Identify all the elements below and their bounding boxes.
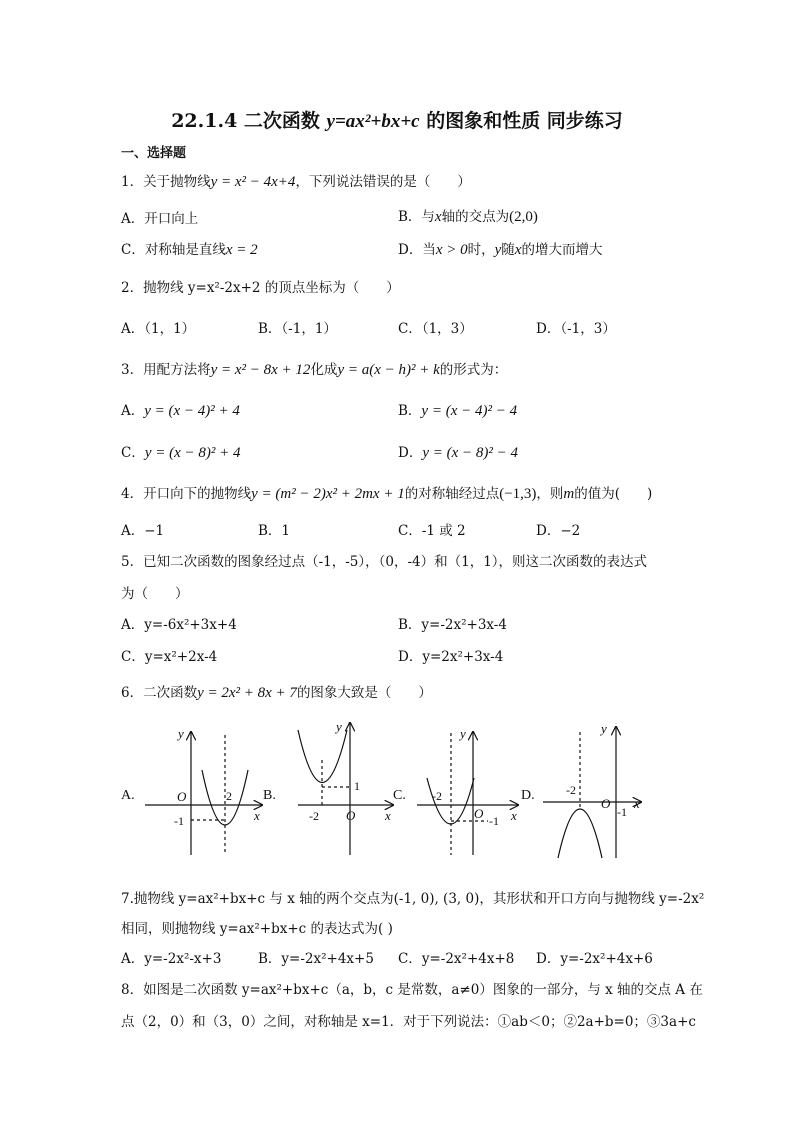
q4-stem-c: ，则: [536, 486, 564, 502]
graph-b-tick-2: -2: [309, 809, 319, 823]
graph-c-tick-2: -1: [489, 814, 499, 828]
graph-b-y-label: y: [336, 719, 342, 734]
graph-b-origin: O: [346, 808, 356, 823]
graph-d-tick-2: -1: [617, 805, 627, 819]
graph-d-parabola: [558, 809, 602, 858]
q3-a-label: A．: [121, 403, 145, 419]
q3-formula-1: y = x² − 8x + 12: [210, 362, 311, 378]
graph-d[interactable]: [543, 727, 641, 858]
q4-formula: y = (m² − 2)x² + 2mx + 1: [251, 486, 405, 502]
q3-stem-a: 3．用配方法将: [121, 362, 211, 378]
q7-option-b[interactable]: B．y=-2x²+4x+5: [258, 951, 374, 967]
graph-d-origin: O: [601, 796, 611, 811]
q4-stem-b: 的对称轴经过点: [404, 486, 500, 502]
q1-d-y: y: [494, 242, 502, 258]
q3-stem-b: 化成: [310, 362, 338, 378]
q1-b-text-a: B．与: [398, 209, 435, 225]
graph-b[interactable]: [298, 723, 393, 855]
q2-option-d[interactable]: D．（-1，3）: [536, 321, 616, 337]
q3-b-label: B．: [398, 403, 422, 419]
q6-stem-a: 6．二次函数: [121, 685, 198, 701]
q2-option-b[interactable]: B．（-1，1）: [258, 321, 337, 337]
question-5-line-2: 为（ ）: [121, 586, 189, 602]
q1-stem-b: ，下列说法错误的是（ ）: [295, 174, 471, 190]
q5-option-b[interactable]: B．y=-2x²+3x-4: [398, 617, 507, 633]
graph-a[interactable]: [145, 732, 262, 855]
q3-c-label: C．: [121, 445, 145, 461]
q4-point: (−1,3): [499, 486, 537, 502]
q4-stem-a: 4．开口向下的抛物线: [121, 486, 252, 502]
graph-d-tick-1: -2: [566, 783, 576, 797]
graph-c-x-label: x: [511, 808, 517, 823]
q1-c-text: C．对称轴是直线: [121, 242, 226, 258]
q6-label-b[interactable]: B.: [263, 788, 276, 803]
q1-b-x: x: [434, 209, 442, 225]
graph-a-tick-2: -1: [174, 814, 184, 828]
graph-a-origin: O: [177, 789, 187, 804]
q1-c-formula: x = 2: [225, 242, 258, 258]
question-7-line-1: 7.抛物线 y=ax²+bx+c 与 x 轴的两个交点为(-1, 0), (3, 0)，其形状和开口方向与抛物线 y=-2x²: [121, 891, 705, 907]
graph-a-x-label: x: [254, 808, 260, 823]
q4-stem-d: 的值为( ): [574, 486, 653, 502]
q1-stem-a: 1．关于抛物线: [121, 174, 211, 190]
q7-option-a[interactable]: A．y=-2x²-x+3: [121, 951, 222, 967]
q7-option-d[interactable]: D．y=-2x²+4x+6: [536, 951, 653, 967]
q1-b-point: (2,0): [509, 209, 538, 225]
question-2: 2．抛物线 y=x²-2x+2 的顶点坐标为（ ）: [121, 280, 400, 296]
q6-stem-b: 的图象大致是（ ）: [296, 685, 432, 701]
question-7-line-2: 相同，则抛物线 y=ax²+bx+c 的表达式为( ): [121, 921, 393, 937]
q3-a-formula: y = (x − 4)² + 4: [144, 403, 240, 419]
graph-c-tick-1: -2: [432, 789, 442, 803]
q1-d-formula: x > 0: [435, 242, 468, 258]
section-heading: 一、选择题: [121, 146, 187, 161]
q1-d-text-a: D．当: [398, 242, 436, 258]
q4-option-b[interactable]: B．1: [258, 523, 291, 539]
q1-option-a[interactable]: A．开口向上: [121, 211, 199, 227]
graph-d-y-label: y: [601, 721, 607, 736]
q3-formula-2: y = a(x − h)² + k: [337, 362, 440, 378]
q1-formula: y = x² − 4x+4: [210, 174, 296, 190]
graph-b-x-label: x: [385, 808, 391, 823]
q2-option-c[interactable]: C．（1，3）: [398, 321, 473, 337]
title-formula: y=ax²+bx+c: [326, 111, 420, 132]
graph-a-tick-1: 2: [226, 789, 232, 803]
question-8-line-1: 8．如图是二次函数 y=ax²+bx+c（a，b，c 是常数，a≠0）图象的一部分，与 x 轴的交点 A 在: [121, 982, 703, 998]
q5-option-a[interactable]: A．y=-6x²+3x+4: [121, 617, 237, 633]
q6-label-a[interactable]: A.: [121, 788, 135, 803]
q3-c-formula: y = (x − 8)² + 4: [144, 445, 241, 461]
q1-d-text-b: 时，: [467, 242, 495, 258]
q6-formula: y = 2x² + 8x + 7: [197, 685, 297, 701]
q7-option-c[interactable]: C．y=-2x²+4x+8: [398, 951, 515, 967]
q4-option-d[interactable]: D．−2: [536, 523, 581, 539]
q1-d-text-c: 随: [501, 242, 515, 258]
q4-option-c[interactable]: C．-1 或 2: [398, 523, 466, 539]
q3-stem-c: 的形式为：: [439, 362, 508, 378]
graph-c-y-label: y: [460, 726, 466, 741]
q3-d-formula: y = (x − 8)² − 4: [422, 445, 518, 461]
graph-a-y-label: y: [178, 726, 184, 741]
q2-option-a[interactable]: A．（1，1）: [121, 321, 196, 337]
q1-d-x: x: [514, 242, 522, 258]
graph-d-x-label: x: [634, 796, 640, 811]
q3-b-formula: y = (x − 4)² − 4: [421, 403, 518, 419]
q1-d-text-d: 的增大而增大: [521, 242, 603, 258]
q5-option-c[interactable]: C．y=x²+2x-4: [121, 649, 218, 665]
title-suffix: 的图象和性质 同步练习: [419, 110, 623, 132]
q6-label-c[interactable]: C.: [393, 788, 406, 803]
graph-c-origin: O: [474, 806, 484, 821]
title-prefix: 22.1.4 二次函数: [171, 110, 327, 132]
q4-option-a[interactable]: A．−1: [121, 523, 165, 539]
q6-label-d[interactable]: D.: [521, 788, 535, 803]
q3-d-label: D．: [398, 445, 423, 461]
q5-option-d[interactable]: D．y=2x²+3x-4: [398, 649, 504, 665]
graph-b-tick-1: 1: [354, 779, 360, 793]
question-8-line-2: 点（2，0）和（3，0）之间，对称轴是 x=1．对于下列说法：①ab＜0；②2a+b=0；③3a+c: [121, 1014, 696, 1030]
q1-b-text-b: 轴的交点为: [441, 209, 510, 225]
question-5-line-1: 5．已知二次函数的图象经过点（-1，-5），（0，-4）和（1，1），则这二次函数的表达式: [121, 554, 648, 570]
q4-m: m: [563, 486, 575, 502]
